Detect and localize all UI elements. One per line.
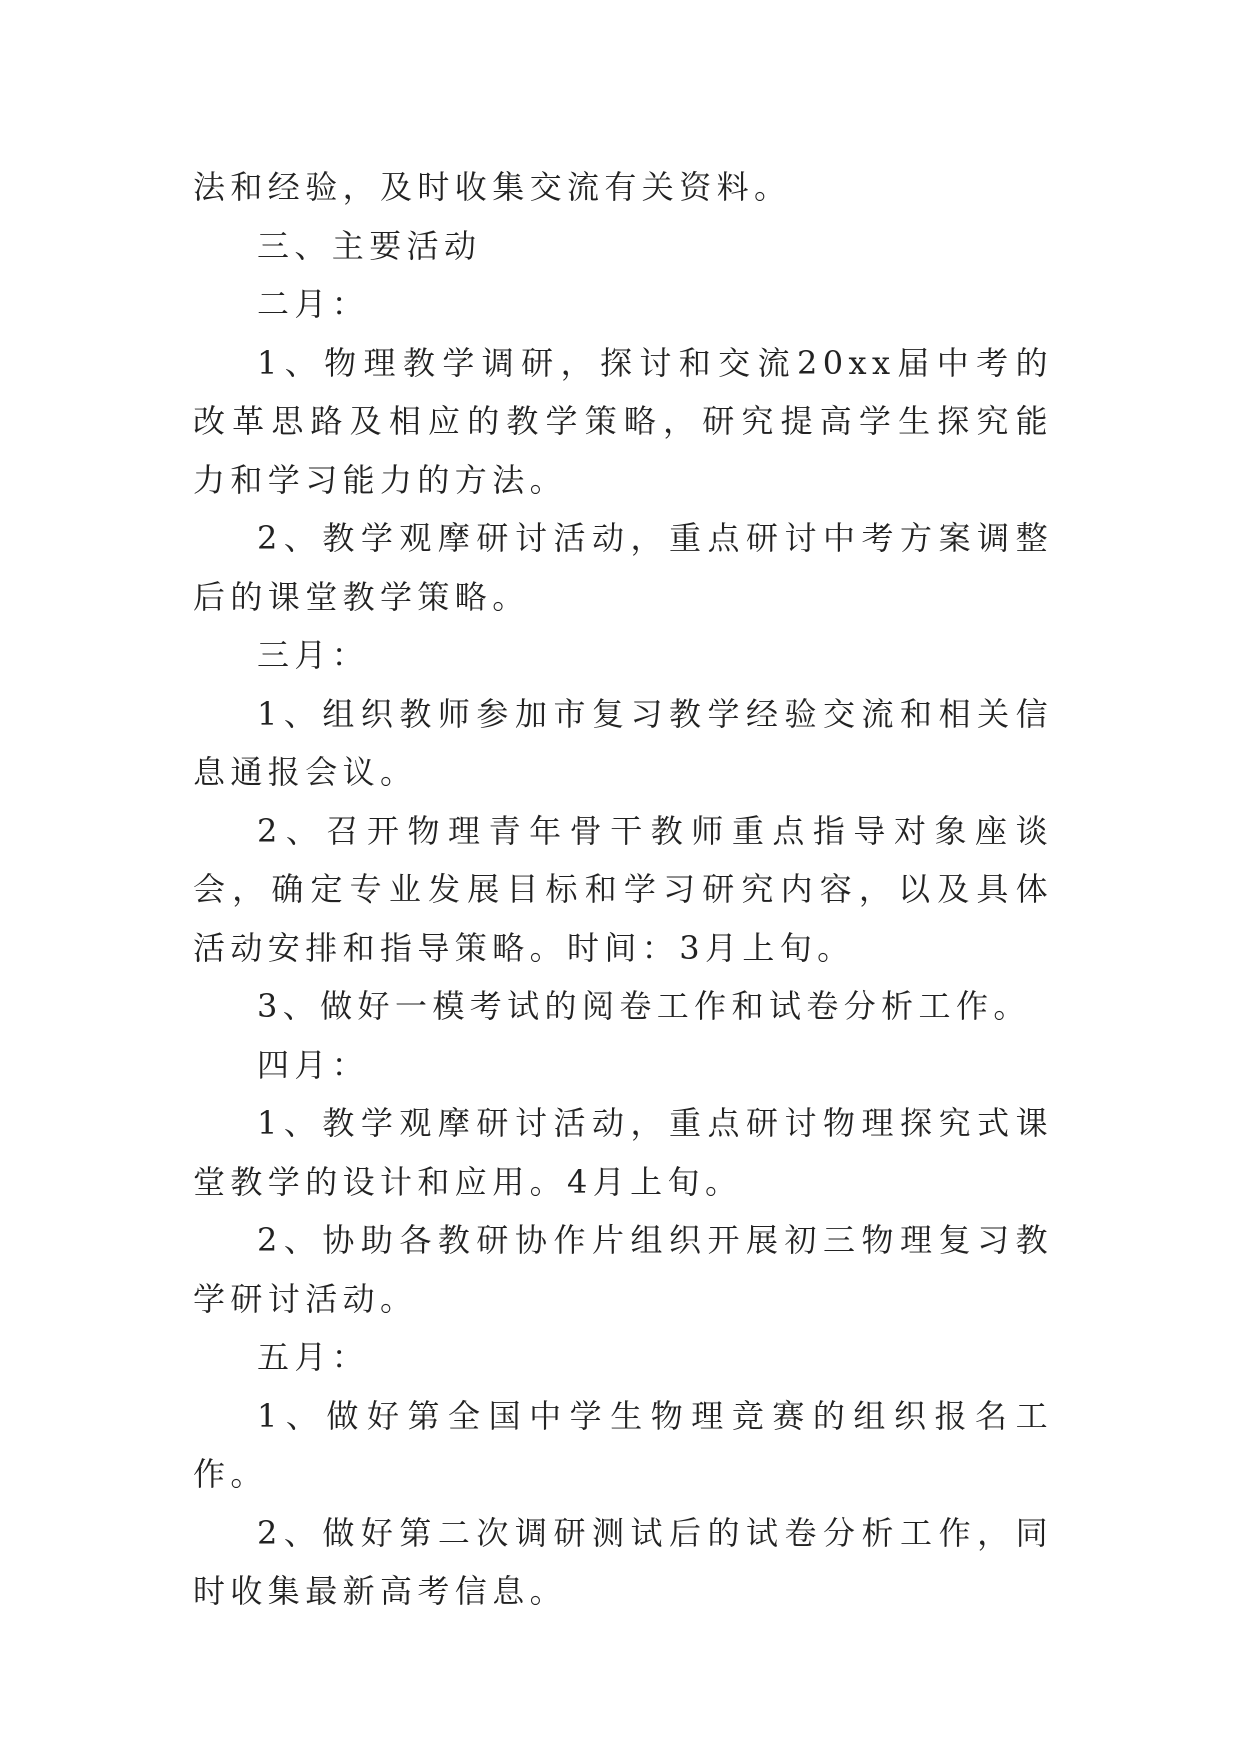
list-item: 2、教学观摩研讨活动，重点研讨中考方案调整后的课堂教学策略。 (193, 519, 1053, 616)
document-body (193, 158, 1053, 1621)
month-heading-march: 三月： (257, 636, 370, 674)
list-item: 2、召开物理青年骨干教师重点指导对象座谈会，确定专业发展目标和学习研究内容，以及具体活动安排和指导策略。时间：3月上旬。 (193, 811, 1053, 967)
month-heading-may: 五月： (257, 1338, 370, 1376)
list-item: 2、协助各教研协作片组织开展初三物理复习教学研讨活动。 (193, 1221, 1053, 1318)
list-item: 1、做好第全国中学生物理竞赛的组织报名工作。 (193, 1396, 1053, 1493)
month-heading-april: 四月： (257, 1045, 370, 1084)
list-item: 3、做好一模考试的阅卷工作和试卷分析工作。 (257, 987, 1031, 1025)
list-item: 1、组织教师参加市复习教学经验交流和相关信息通报会议。 (193, 694, 1053, 791)
list-item: 1、物理教学调研，探讨和交流20xx届中考的改革思路及相应的教学策略，研究提高学生探究能力和学习能力的方法。 (193, 343, 1053, 499)
section-heading-main-activities: 三、主要活动 (257, 226, 482, 265)
list-item: 2、做好第二次调研测试后的试卷分析工作，同时收集最新高考信息。 (193, 1513, 1053, 1610)
paragraph-continuation: 法和经验，及时收集交流有关资料。 (193, 168, 792, 206)
month-heading-february: 二月： (257, 285, 370, 323)
list-item: 1、教学观摩研讨活动，重点研讨物理探究式课堂教学的设计和应用。4月上旬。 (193, 1104, 1053, 1201)
